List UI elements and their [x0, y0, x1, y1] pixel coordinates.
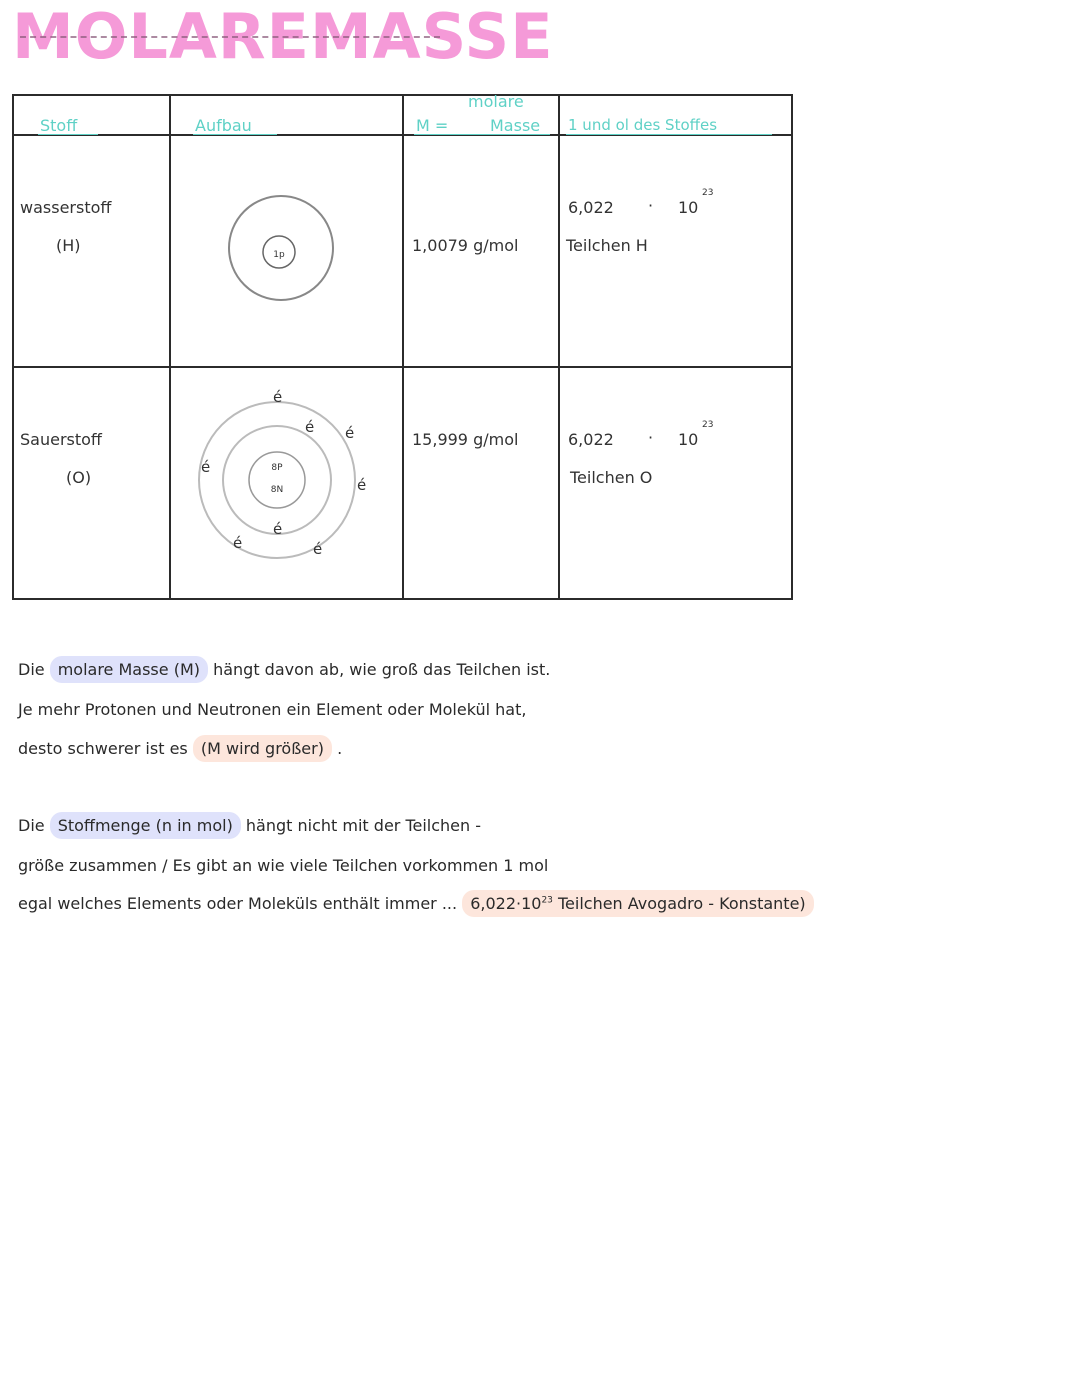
electron: é: [313, 540, 323, 558]
hydrogen-avogadro-mantissa: 6,022: [568, 198, 614, 217]
hydrogen-particles: Teilchen H: [566, 236, 648, 255]
note-molar-mass-line-3: [18, 739, 342, 758]
row-hydrogen-count: [559, 135, 792, 367]
oxygen-avogadro-mantissa: 6,022: [568, 430, 614, 449]
row-oxygen-structure: [170, 367, 403, 599]
molar-mass-table: [12, 94, 793, 600]
note-text: Die: [18, 816, 45, 835]
avogadro-exponent: 23: [541, 895, 553, 906]
row-oxygen-count: [559, 367, 792, 599]
electron: é: [201, 458, 211, 476]
oxygen-nucleus: [249, 452, 305, 508]
oxygen-nucleus-neutrons: 8N: [270, 485, 284, 495]
row-oxygen-mass: [403, 367, 559, 599]
note-amount-line-1: [18, 816, 481, 835]
hydrogen-name: wasserstoff: [20, 198, 112, 217]
header-molar-mass: [403, 92, 559, 135]
oxygen-molar-mass: 15,999 g/mol: [412, 430, 519, 449]
header-aufbau-label: Aufbau: [195, 116, 252, 135]
hydrogen-exponent: 23: [702, 188, 714, 198]
oxygen-nucleus-protons: 8P: [271, 463, 283, 473]
hydrogen-nucleus-label: 1p: [273, 250, 285, 260]
oxygen-name: Sauerstoff: [20, 430, 102, 449]
table-header-row: [13, 95, 792, 135]
electron: é: [273, 388, 283, 406]
oxygen-power-base: 10: [678, 430, 699, 449]
oxygen-dot: ·: [648, 428, 654, 447]
row-hydrogen-structure: [170, 135, 403, 367]
note-text: desto schwerer ist es: [18, 739, 188, 758]
hydrogen-electron-shell: [229, 196, 333, 300]
header-masse-label: Masse: [490, 116, 541, 135]
note-text: hängt nicht mit der Teilchen -: [245, 816, 482, 835]
avogadro-label: Teilchen Avogadro - Konstante): [557, 894, 806, 913]
hydrogen-power-base: 10: [678, 198, 699, 217]
note-amount-line-2: größe zusammen / Es gibt an wie viele Teilchen vorkommen 1 mol: [18, 856, 549, 875]
row-hydrogen-name: [13, 135, 170, 367]
molar-mass-highlight: molare Masse (M): [50, 656, 208, 683]
note-text: Die: [18, 660, 45, 679]
header-molare-label: molare: [468, 92, 524, 111]
avogadro-number: 6,022·10: [470, 894, 542, 913]
title-underline: [20, 36, 440, 40]
amount-of-substance-highlight: Stoffmenge (n in mol): [50, 812, 241, 839]
header-aufbau: [170, 95, 403, 135]
oxygen-symbol: (O): [66, 468, 92, 487]
header-count-label: 1 und ol des Stoffes: [568, 116, 718, 134]
note-molar-mass-line-1: [18, 660, 550, 679]
header-stoff: [13, 95, 170, 135]
header-m-symbol: M =: [416, 116, 449, 135]
mass-increase-highlight: (M wird größer): [193, 735, 332, 762]
table-row: [13, 135, 792, 367]
header-particle-count: [559, 95, 792, 135]
electron: é: [345, 424, 355, 442]
electron: é: [357, 476, 367, 494]
page-title: MOLAREMASSE: [12, 0, 554, 73]
hydrogen-atom-diagram: [171, 136, 404, 368]
note-amount-line-3: [18, 894, 814, 913]
hydrogen-symbol: (H): [56, 236, 81, 255]
avogadro-constant-highlight: [462, 890, 813, 917]
note-text: hängt davon ab, wie groß das Teilchen ist.: [213, 660, 551, 679]
oxygen-particles: Teilchen O: [570, 468, 653, 487]
oxygen-atom-diagram: [171, 368, 404, 600]
table-row: [13, 367, 792, 599]
row-oxygen-name: [13, 367, 170, 599]
note-molar-mass-line-2: Je mehr Protonen und Neutronen ein Element oder Molekül hat,: [18, 700, 527, 719]
note-text: egal welches Elements oder Moleküls enthält immer ...: [18, 894, 458, 913]
row-hydrogen-mass: [403, 135, 559, 367]
note-text: .: [337, 739, 343, 758]
oxygen-exponent: 23: [702, 420, 714, 430]
electron: é: [273, 520, 283, 538]
oxygen-inner-shell: [223, 426, 331, 534]
electron: é: [233, 534, 243, 552]
hydrogen-dot: ·: [648, 196, 654, 215]
electron: é: [305, 418, 315, 436]
hydrogen-molar-mass: 1,0079 g/mol: [412, 236, 519, 255]
header-stoff-label: Stoff: [40, 116, 78, 135]
